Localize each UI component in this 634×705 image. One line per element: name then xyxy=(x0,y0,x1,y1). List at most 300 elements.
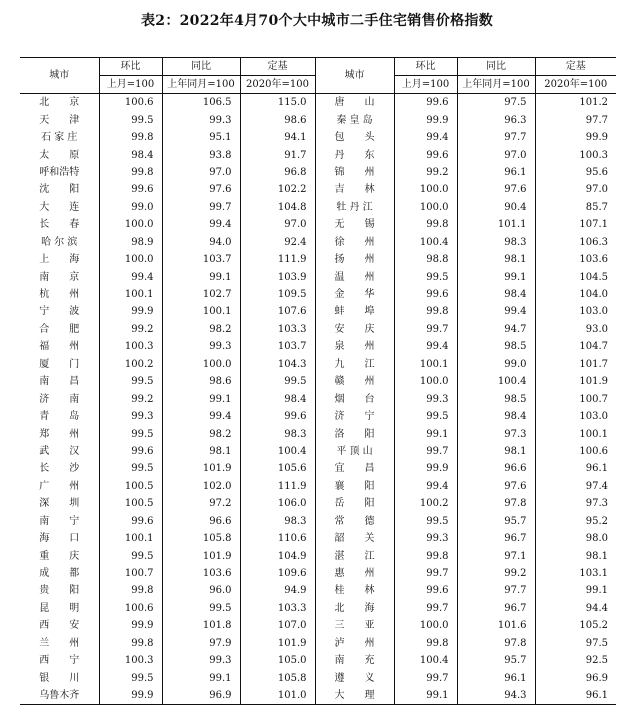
cell-yoy-right: 97.5 xyxy=(457,94,535,112)
cell-city-left: 哈 尔 滨 xyxy=(20,234,99,251)
cell-yoy-right: 98.1 xyxy=(457,443,535,460)
cell-city-right: 徐 州 xyxy=(315,234,394,251)
cell-city-left: 银 川 xyxy=(20,669,99,686)
cell-yoy-left: 101.9 xyxy=(162,547,240,564)
cell-fixed-left: 103.3 xyxy=(240,321,315,338)
table-row xyxy=(20,425,616,442)
header-yoy-base-left: 上年同月=100 xyxy=(162,76,240,94)
cell-city-left: 深 圳 xyxy=(20,495,99,512)
table-row xyxy=(20,129,616,146)
cell-city-right: 赣 州 xyxy=(315,373,394,390)
cell-yoy-right: 96.7 xyxy=(457,530,535,547)
cell-city-right: 常 德 xyxy=(315,513,394,530)
cell-mom-left: 99.6 xyxy=(99,181,162,198)
table-row xyxy=(20,321,616,338)
table-row xyxy=(20,408,616,425)
cell-city-left: 南 京 xyxy=(20,268,99,285)
cell-mom-left: 100.1 xyxy=(99,530,162,547)
cell-mom-right: 100.0 xyxy=(394,373,457,390)
cell-city-right: 吉 林 xyxy=(315,181,394,198)
cell-mom-right: 100.1 xyxy=(394,356,457,373)
cell-yoy-left: 98.2 xyxy=(162,321,240,338)
table-row xyxy=(20,495,616,512)
cell-mom-left: 99.5 xyxy=(99,111,162,128)
cell-yoy-left: 98.6 xyxy=(162,373,240,390)
cell-fixed-right: 99.9 xyxy=(535,129,616,146)
cell-fixed-right: 97.0 xyxy=(535,181,616,198)
cell-mom-left: 100.5 xyxy=(99,495,162,512)
cell-fixed-left: 100.4 xyxy=(240,443,315,460)
cell-yoy-left: 101.8 xyxy=(162,617,240,634)
cell-yoy-right: 96.3 xyxy=(457,111,535,128)
cell-mom-right: 100.4 xyxy=(394,652,457,669)
cell-yoy-right: 97.6 xyxy=(457,478,535,495)
table-row xyxy=(20,303,616,320)
cell-yoy-right: 94.7 xyxy=(457,321,535,338)
cell-yoy-right: 96.1 xyxy=(457,164,535,181)
cell-city-right: 襄 阳 xyxy=(315,478,394,495)
cell-city-left: 沈 阳 xyxy=(20,181,99,198)
cell-fixed-left: 94.9 xyxy=(240,582,315,599)
cell-fixed-right: 93.0 xyxy=(535,321,616,338)
cell-mom-right: 99.5 xyxy=(394,513,457,530)
header-fixed-base-left: 2020年=100 xyxy=(240,76,315,94)
cell-city-right: 泉 州 xyxy=(315,338,394,355)
cell-fixed-right: 107.1 xyxy=(535,216,616,233)
cell-yoy-left: 98.2 xyxy=(162,425,240,442)
cell-city-left: 宁 波 xyxy=(20,303,99,320)
header-fixed-left: 定基 xyxy=(240,58,315,76)
cell-yoy-left: 99.7 xyxy=(162,199,240,216)
cell-city-right: 湛 江 xyxy=(315,547,394,564)
cell-yoy-left: 97.9 xyxy=(162,635,240,652)
header-fixed-base-right: 2020年=100 xyxy=(535,76,616,94)
cell-mom-right: 99.7 xyxy=(394,600,457,617)
cell-yoy-left: 96.6 xyxy=(162,513,240,530)
cell-city-right: 无 锡 xyxy=(315,216,394,233)
table-row xyxy=(20,513,616,530)
cell-mom-right: 99.7 xyxy=(394,443,457,460)
cell-city-right: 泸 州 xyxy=(315,635,394,652)
cell-mom-left: 99.6 xyxy=(99,443,162,460)
cell-fixed-right: 103.1 xyxy=(535,565,616,582)
cell-fixed-right: 95.6 xyxy=(535,164,616,181)
cell-yoy-right: 99.1 xyxy=(457,268,535,285)
cell-mom-left: 98.4 xyxy=(99,146,162,163)
cell-city-right: 金 华 xyxy=(315,286,394,303)
table-title: 表2：2022年4月70个大中城市二手住宅销售价格指数 xyxy=(140,13,494,29)
cell-city-left: 天 津 xyxy=(20,111,99,128)
table-row xyxy=(20,390,616,407)
header-yoy-base-right: 上年同月=100 xyxy=(457,76,535,94)
cell-yoy-right: 95.7 xyxy=(457,513,535,530)
cell-mom-right: 99.6 xyxy=(394,582,457,599)
cell-fixed-left: 98.4 xyxy=(240,390,315,407)
cell-city-right: 锦 州 xyxy=(315,164,394,181)
cell-city-right: 牡 丹 江 xyxy=(315,199,394,216)
cell-city-left: 上 海 xyxy=(20,251,99,268)
cell-mom-left: 100.3 xyxy=(99,652,162,669)
table-row xyxy=(20,164,616,181)
cell-city-right: 惠 州 xyxy=(315,565,394,582)
cell-mom-right: 99.6 xyxy=(394,146,457,163)
cell-fixed-right: 96.9 xyxy=(535,669,616,686)
cell-yoy-right: 97.3 xyxy=(457,425,535,442)
header-city-left: 城市 xyxy=(20,58,99,94)
cell-yoy-left: 100.1 xyxy=(162,303,240,320)
cell-yoy-right: 98.3 xyxy=(457,234,535,251)
cell-yoy-right: 94.3 xyxy=(457,687,535,705)
cell-yoy-left: 105.8 xyxy=(162,530,240,547)
cell-yoy-right: 96.6 xyxy=(457,460,535,477)
cell-yoy-left: 102.7 xyxy=(162,286,240,303)
cell-fixed-left: 101.9 xyxy=(240,635,315,652)
cell-yoy-right: 99.4 xyxy=(457,303,535,320)
cell-yoy-right: 101.6 xyxy=(457,617,535,634)
cell-mom-left: 100.7 xyxy=(99,565,162,582)
cell-yoy-left: 99.3 xyxy=(162,338,240,355)
cell-yoy-right: 98.4 xyxy=(457,408,535,425)
cell-fixed-right: 104.7 xyxy=(535,338,616,355)
cell-yoy-left: 102.0 xyxy=(162,478,240,495)
cell-fixed-right: 85.7 xyxy=(535,199,616,216)
cell-fixed-right: 99.1 xyxy=(535,582,616,599)
cell-yoy-left: 94.0 xyxy=(162,234,240,251)
cell-mom-left: 99.5 xyxy=(99,460,162,477)
cell-city-right: 唐 山 xyxy=(315,94,394,112)
cell-fixed-left: 92.4 xyxy=(240,234,315,251)
cell-yoy-left: 97.6 xyxy=(162,181,240,198)
header-yoy-left: 同比 xyxy=(162,58,240,76)
cell-fixed-right: 97.7 xyxy=(535,111,616,128)
cell-fixed-right: 96.1 xyxy=(535,460,616,477)
cell-fixed-right: 97.3 xyxy=(535,495,616,512)
cell-city-left: 合 肥 xyxy=(20,321,99,338)
cell-mom-left: 100.6 xyxy=(99,600,162,617)
cell-city-right: 烟 台 xyxy=(315,390,394,407)
cell-mom-right: 99.1 xyxy=(394,425,457,442)
cell-fixed-right: 101.7 xyxy=(535,356,616,373)
cell-mom-left: 100.2 xyxy=(99,356,162,373)
cell-fixed-left: 104.9 xyxy=(240,547,315,564)
table-row xyxy=(20,181,616,198)
cell-fixed-left: 91.7 xyxy=(240,146,315,163)
cell-mom-right: 99.7 xyxy=(394,565,457,582)
cell-fixed-right: 105.2 xyxy=(535,617,616,634)
cell-fixed-right: 98.1 xyxy=(535,547,616,564)
cell-fixed-left: 111.9 xyxy=(240,251,315,268)
cell-yoy-right: 97.6 xyxy=(457,181,535,198)
cell-mom-right: 99.1 xyxy=(394,687,457,705)
table-row xyxy=(20,199,616,216)
cell-mom-right: 99.3 xyxy=(394,390,457,407)
cell-fixed-left: 109.6 xyxy=(240,565,315,582)
cell-fixed-right: 100.6 xyxy=(535,443,616,460)
cell-city-right: 三 亚 xyxy=(315,617,394,634)
cell-yoy-right: 95.7 xyxy=(457,652,535,669)
cell-mom-left: 100.5 xyxy=(99,478,162,495)
table-row xyxy=(20,547,616,564)
cell-city-left: 重 庆 xyxy=(20,547,99,564)
cell-fixed-left: 97.0 xyxy=(240,216,315,233)
table-row xyxy=(20,338,616,355)
cell-city-right: 秦 皇 岛 xyxy=(315,111,394,128)
cell-mom-right: 98.8 xyxy=(394,251,457,268)
cell-fixed-left: 107.6 xyxy=(240,303,315,320)
cell-city-right: 韶 关 xyxy=(315,530,394,547)
cell-fixed-left: 102.2 xyxy=(240,181,315,198)
cell-mom-left: 99.2 xyxy=(99,321,162,338)
cell-city-left: 青 岛 xyxy=(20,408,99,425)
cell-yoy-right: 98.5 xyxy=(457,338,535,355)
cell-fixed-right: 100.7 xyxy=(535,390,616,407)
cell-city-right: 宜 昌 xyxy=(315,460,394,477)
cell-city-right: 北 海 xyxy=(315,600,394,617)
table-row xyxy=(20,234,616,251)
cell-fixed-right: 101.2 xyxy=(535,94,616,112)
table-row xyxy=(20,373,616,390)
cell-yoy-left: 100.0 xyxy=(162,356,240,373)
cell-fixed-left: 105.0 xyxy=(240,652,315,669)
table-row xyxy=(20,251,616,268)
cell-fixed-left: 107.0 xyxy=(240,617,315,634)
table-row xyxy=(20,600,616,617)
cell-city-left: 厦 门 xyxy=(20,356,99,373)
cell-fixed-left: 106.0 xyxy=(240,495,315,512)
cell-city-right: 安 庆 xyxy=(315,321,394,338)
cell-yoy-right: 97.0 xyxy=(457,146,535,163)
cell-mom-right: 99.9 xyxy=(394,111,457,128)
cell-city-left: 呼和浩特 xyxy=(20,164,99,181)
cell-mom-left: 99.2 xyxy=(99,390,162,407)
cell-city-left: 西 安 xyxy=(20,617,99,634)
cell-city-left: 南 昌 xyxy=(20,373,99,390)
cell-fixed-right: 95.2 xyxy=(535,513,616,530)
cell-fixed-left: 103.9 xyxy=(240,268,315,285)
cell-yoy-left: 99.3 xyxy=(162,652,240,669)
table-row xyxy=(20,460,616,477)
cell-fixed-left: 110.6 xyxy=(240,530,315,547)
cell-city-left: 贵 阳 xyxy=(20,582,99,599)
table-row xyxy=(20,268,616,285)
cell-mom-left: 99.9 xyxy=(99,687,162,705)
cell-mom-right: 99.6 xyxy=(394,286,457,303)
cell-city-left: 西 宁 xyxy=(20,652,99,669)
cell-city-right: 大 理 xyxy=(315,687,394,705)
cell-yoy-right: 97.8 xyxy=(457,495,535,512)
cell-fixed-right: 96.1 xyxy=(535,687,616,705)
cell-city-right: 遵 义 xyxy=(315,669,394,686)
cell-mom-left: 99.9 xyxy=(99,303,162,320)
cell-yoy-right: 99.0 xyxy=(457,356,535,373)
cell-city-left: 海 口 xyxy=(20,530,99,547)
cell-fixed-right: 104.5 xyxy=(535,268,616,285)
cell-mom-right: 99.5 xyxy=(394,408,457,425)
cell-mom-left: 99.5 xyxy=(99,547,162,564)
cell-city-right: 蚌 埠 xyxy=(315,303,394,320)
cell-city-left: 武 汉 xyxy=(20,443,99,460)
cell-fixed-left: 104.3 xyxy=(240,356,315,373)
table-row xyxy=(20,669,616,686)
cell-yoy-right: 96.7 xyxy=(457,600,535,617)
cell-yoy-right: 97.8 xyxy=(457,635,535,652)
cell-mom-left: 99.8 xyxy=(99,164,162,181)
cell-city-left: 石 家 庄 xyxy=(20,129,99,146)
cell-city-left: 成 都 xyxy=(20,565,99,582)
cell-fixed-left: 98.3 xyxy=(240,513,315,530)
cell-yoy-left: 101.9 xyxy=(162,460,240,477)
cell-city-left: 昆 明 xyxy=(20,600,99,617)
cell-yoy-right: 97.7 xyxy=(457,582,535,599)
cell-fixed-right: 97.4 xyxy=(535,478,616,495)
cell-yoy-right: 98.1 xyxy=(457,251,535,268)
cell-city-right: 扬 州 xyxy=(315,251,394,268)
cell-fixed-left: 98.3 xyxy=(240,425,315,442)
header-yoy-right: 同比 xyxy=(457,58,535,76)
cell-mom-left: 100.0 xyxy=(99,216,162,233)
cell-fixed-right: 103.0 xyxy=(535,303,616,320)
cell-yoy-left: 106.5 xyxy=(162,94,240,112)
cell-fixed-right: 106.3 xyxy=(535,234,616,251)
cell-fixed-right: 103.0 xyxy=(535,408,616,425)
cell-city-left: 长 沙 xyxy=(20,460,99,477)
header-city-right: 城市 xyxy=(315,58,394,94)
cell-city-right: 南 充 xyxy=(315,652,394,669)
cell-mom-left: 99.4 xyxy=(99,268,162,285)
cell-yoy-right: 96.1 xyxy=(457,669,535,686)
cell-city-left: 郑 州 xyxy=(20,425,99,442)
table-row xyxy=(20,478,616,495)
cell-fixed-left: 109.5 xyxy=(240,286,315,303)
header-mom-base-right: 上月=100 xyxy=(394,76,457,94)
cell-city-right: 九 江 xyxy=(315,356,394,373)
cell-fixed-right: 100.3 xyxy=(535,146,616,163)
cell-mom-left: 99.0 xyxy=(99,199,162,216)
cell-city-left: 广 州 xyxy=(20,478,99,495)
cell-mom-left: 99.5 xyxy=(99,425,162,442)
cell-yoy-left: 98.1 xyxy=(162,443,240,460)
cell-yoy-left: 99.4 xyxy=(162,216,240,233)
cell-yoy-left: 99.1 xyxy=(162,268,240,285)
cell-yoy-left: 99.4 xyxy=(162,408,240,425)
table-row xyxy=(20,565,616,582)
price-index-table xyxy=(20,57,616,705)
table-row xyxy=(20,286,616,303)
table-row xyxy=(20,146,616,163)
cell-fixed-left: 105.6 xyxy=(240,460,315,477)
cell-mom-right: 99.8 xyxy=(394,547,457,564)
cell-mom-right: 99.8 xyxy=(394,303,457,320)
cell-mom-right: 99.9 xyxy=(394,460,457,477)
cell-mom-left: 98.9 xyxy=(99,234,162,251)
cell-mom-left: 100.6 xyxy=(99,94,162,112)
cell-city-right: 桂 林 xyxy=(315,582,394,599)
cell-city-right: 济 宁 xyxy=(315,408,394,425)
cell-mom-left: 99.8 xyxy=(99,129,162,146)
cell-yoy-left: 97.2 xyxy=(162,495,240,512)
table-row xyxy=(20,652,616,669)
cell-yoy-left: 99.3 xyxy=(162,111,240,128)
table-row xyxy=(20,635,616,652)
cell-fixed-left: 104.8 xyxy=(240,199,315,216)
cell-mom-left: 99.5 xyxy=(99,373,162,390)
table-row xyxy=(20,356,616,373)
cell-fixed-left: 99.5 xyxy=(240,373,315,390)
cell-yoy-right: 90.4 xyxy=(457,199,535,216)
cell-city-right: 温 州 xyxy=(315,268,394,285)
cell-mom-right: 99.7 xyxy=(394,669,457,686)
cell-yoy-left: 93.8 xyxy=(162,146,240,163)
cell-yoy-left: 99.1 xyxy=(162,669,240,686)
cell-mom-right: 99.2 xyxy=(394,164,457,181)
cell-mom-left: 99.5 xyxy=(99,669,162,686)
cell-city-left: 兰 州 xyxy=(20,635,99,652)
header-fixed-right: 定基 xyxy=(535,58,616,76)
cell-fixed-left: 96.8 xyxy=(240,164,315,181)
cell-city-left: 济 南 xyxy=(20,390,99,407)
cell-yoy-right: 97.7 xyxy=(457,129,535,146)
cell-yoy-right: 98.4 xyxy=(457,286,535,303)
cell-mom-right: 99.7 xyxy=(394,321,457,338)
cell-city-left: 大 连 xyxy=(20,199,99,216)
cell-yoy-right: 97.1 xyxy=(457,547,535,564)
cell-city-right: 洛 阳 xyxy=(315,425,394,442)
cell-city-left: 太 原 xyxy=(20,146,99,163)
table-row xyxy=(20,443,616,460)
cell-city-right: 平 顶 山 xyxy=(315,443,394,460)
table-row xyxy=(20,617,616,634)
cell-mom-right: 99.8 xyxy=(394,216,457,233)
cell-city-left: 南 宁 xyxy=(20,513,99,530)
cell-fixed-right: 104.0 xyxy=(535,286,616,303)
cell-mom-right: 99.3 xyxy=(394,530,457,547)
cell-mom-left: 99.3 xyxy=(99,408,162,425)
cell-fixed-right: 97.5 xyxy=(535,635,616,652)
cell-mom-left: 99.6 xyxy=(99,513,162,530)
cell-fixed-left: 101.0 xyxy=(240,687,315,705)
cell-fixed-right: 103.6 xyxy=(535,251,616,268)
cell-fixed-left: 111.9 xyxy=(240,478,315,495)
cell-yoy-left: 95.1 xyxy=(162,129,240,146)
cell-mom-left: 99.8 xyxy=(99,635,162,652)
cell-city-left: 福 州 xyxy=(20,338,99,355)
table-row xyxy=(20,687,616,705)
cell-fixed-left: 115.0 xyxy=(240,94,315,112)
cell-mom-left: 100.0 xyxy=(99,251,162,268)
cell-city-left: 乌鲁木齐 xyxy=(20,687,99,705)
cell-yoy-right: 99.2 xyxy=(457,565,535,582)
cell-mom-right: 99.4 xyxy=(394,338,457,355)
cell-mom-right: 100.4 xyxy=(394,234,457,251)
cell-yoy-left: 96.9 xyxy=(162,687,240,705)
cell-mom-right: 100.0 xyxy=(394,199,457,216)
cell-city-right: 包 头 xyxy=(315,129,394,146)
cell-mom-left: 99.9 xyxy=(99,617,162,634)
table-row xyxy=(20,94,616,112)
cell-mom-right: 100.0 xyxy=(394,617,457,634)
cell-mom-left: 100.3 xyxy=(99,338,162,355)
cell-yoy-right: 100.4 xyxy=(457,373,535,390)
cell-mom-right: 99.6 xyxy=(394,94,457,112)
cell-city-left: 长 春 xyxy=(20,216,99,233)
cell-fixed-right: 101.9 xyxy=(535,373,616,390)
cell-yoy-left: 97.0 xyxy=(162,164,240,181)
table-row xyxy=(20,530,616,547)
header-mom-base-left: 上月=100 xyxy=(99,76,162,94)
cell-fixed-left: 103.7 xyxy=(240,338,315,355)
cell-yoy-left: 99.1 xyxy=(162,390,240,407)
cell-fixed-left: 103.3 xyxy=(240,600,315,617)
